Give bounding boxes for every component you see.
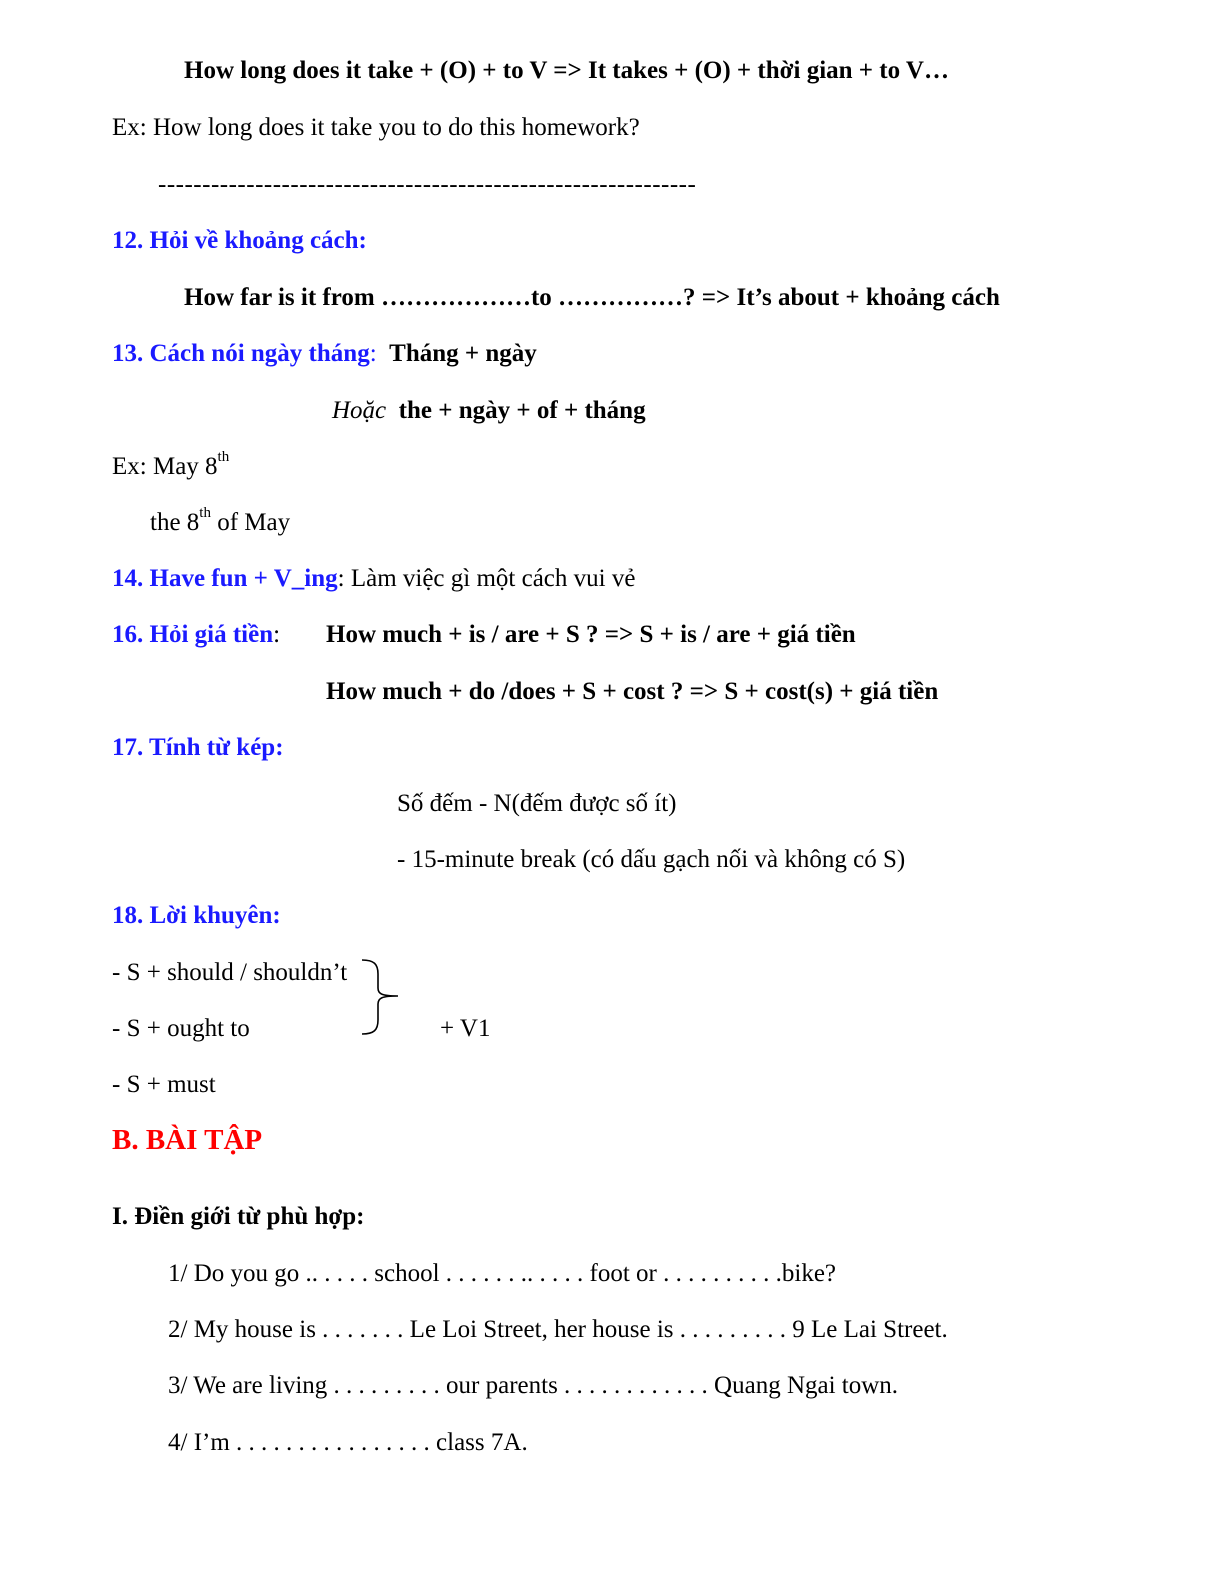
- brace-icon: [360, 958, 402, 1036]
- dashed-divider: -------------------------------------------------------------: [158, 171, 697, 198]
- heading-16: 16. Hỏi giá tiền: [112, 621, 274, 648]
- example-date-1: Ex: May 8th: [112, 449, 230, 480]
- section-13-alt: [332, 398, 646, 423]
- heading-12: 12. Hỏi về khoảng cách:: [112, 227, 367, 254]
- formula-how-far: How far is it from ………………to ……………? => It’s about + khoảng cách: [184, 284, 1000, 311]
- desc-14: : Làm việc gì một cách vui vẻ: [337, 565, 636, 592]
- example-how-long: Ex: How long does it take you to do this homework?: [112, 114, 640, 141]
- formula-price-2: How much + do /does + S + cost ? => S + cost(s) + giá tiền: [326, 678, 939, 705]
- compound-adj-rule: Số đếm - N(đếm được số ít): [397, 790, 677, 817]
- formula-how-long: How long does it take + (O) + to V => It takes + (O) + thời gian + to V…: [184, 57, 949, 84]
- exercise-item: 1/ Do you go .. . . . . school . . . . . . .. . . . . foot or . . . . . . . . . .bike?: [168, 1260, 837, 1287]
- exercise-item: 2/ My house is . . . . . . . Le Loi Street, her house is . . . . . . . . . 9 Le Lai Street.: [168, 1316, 948, 1343]
- compound-adj-example: - 15-minute break (có dấu gạch nối và không có S): [397, 846, 906, 873]
- heading-14: 14. Have fun + V_ing: [112, 565, 338, 592]
- section-14-line: [112, 566, 635, 591]
- heading-16-line: 16. Hỏi giá tiền:: [112, 621, 281, 648]
- heading-exercises: B. BÀI TẬP: [112, 1124, 263, 1156]
- formula-price-1: How much + is / are + S ? => S + is / are + giá tiền: [326, 621, 856, 648]
- advice-item-ought: - S + ought to: [112, 1015, 250, 1042]
- or-word: Hoặc: [332, 397, 387, 424]
- heading-13: 13. Cách nói ngày tháng: [112, 340, 370, 367]
- advice-item-should: - S + should / shouldn’t: [112, 959, 348, 986]
- exercise-item: 4/ I’m . . . . . . . . . . . . . . . . class 7A.: [168, 1429, 528, 1456]
- example-date-2: the 8th of May: [150, 505, 291, 536]
- formula-date-2: the + ngày + of + tháng: [398, 397, 646, 424]
- advice-item-must: - S + must: [112, 1071, 216, 1098]
- formula-date-1: Tháng + ngày: [389, 340, 537, 367]
- heading-18: 18. Lời khuyên:: [112, 902, 281, 929]
- section-13-line: 13. Cách nói ngày tháng: Tháng + ngày: [112, 340, 537, 367]
- heading-17: 17. Tính từ kép:: [112, 734, 284, 761]
- exercise-item: 3/ We are living . . . . . . . . . our parents . . . . . . . . . . . . Quang Ngai town.: [168, 1372, 899, 1399]
- exercise-1-heading: I. Điền giới từ phù hợp:: [112, 1203, 365, 1230]
- verb-v1: + V1: [440, 1015, 491, 1042]
